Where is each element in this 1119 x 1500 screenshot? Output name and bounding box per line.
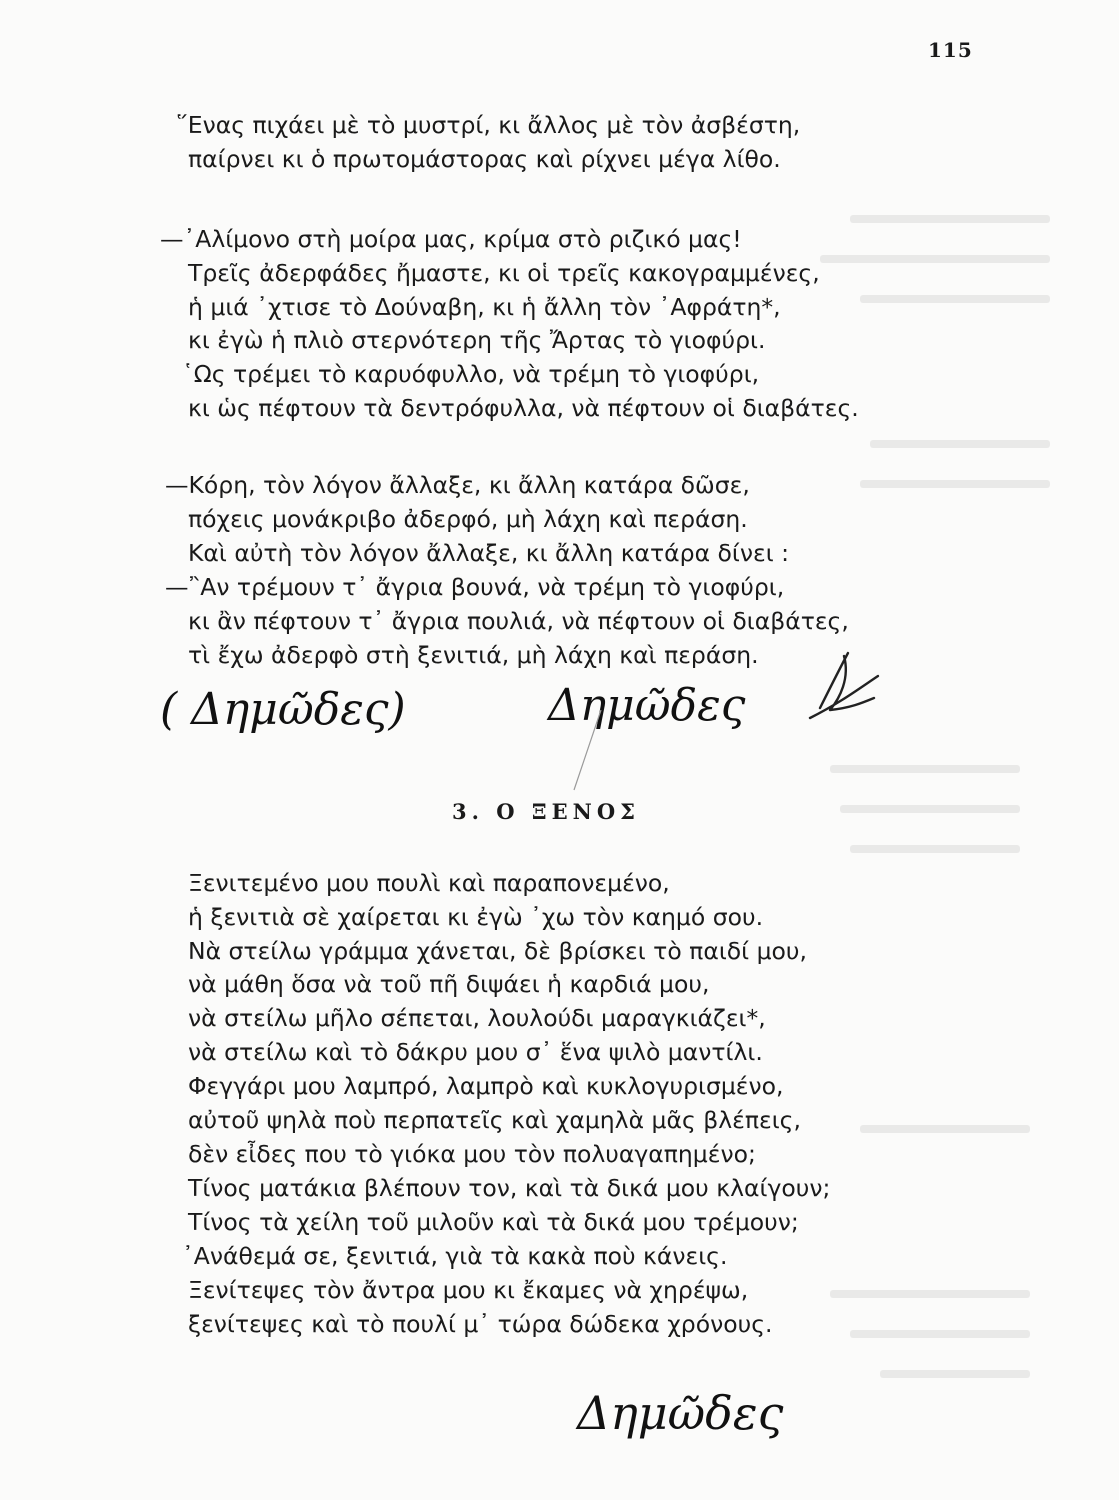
verse-line: νὰ μάθη ὅσα νὰ τοῦ πῆ διψάει ἡ καρδιά μου, xyxy=(188,970,710,998)
verse-line: κι ὡς πέφτουν τὰ δεντρόφυλλα, νὰ πέφτουν οἱ διαβάτες. xyxy=(188,394,859,422)
verse-line: αὐτοῦ ψηλὰ ποὺ περπατεῖς καὶ χαμηλὰ μᾶς βλέπεις, xyxy=(188,1106,801,1134)
verse-line: —᾿Αλίμονο στὴ μοίρα μας, κρίμα στὸ ριζικό μας! xyxy=(160,225,742,253)
verse-line: Ξενίτεψες τὸν ἄντρα μου κι ἔκαμες νὰ χηρέψω, xyxy=(188,1276,749,1304)
verse-line: παίρνει κι ὁ πρωτομάστορας καὶ ρίχνει μέγα λίθο. xyxy=(188,145,781,173)
verse-line: Τίνος ματάκια βλέπουν τον, καὶ τὰ δικά μου κλαίγουν; xyxy=(188,1174,831,1202)
handwritten-note: Δημῶδες xyxy=(548,680,746,731)
verse-line: Φεγγάρι μου λαμπρό, λαμπρὸ καὶ κυκλογυρισμένο, xyxy=(188,1072,784,1100)
page-number: 115 xyxy=(928,38,973,62)
verse-line: —Κόρη, τὸν λόγον ἄλλαξε, κι ἄλλη κατάρα δῶσε, xyxy=(165,471,750,499)
verse-line: Τρεῖς ἀδερφάδες ἤμαστε, κι οἱ τρεῖς κακογραμμένες, xyxy=(188,259,820,287)
pencil-stroke xyxy=(566,705,606,795)
verse-line: ἡ μιά ᾿χτισε τὸ Δούναβη, κι ἡ ἄλλη τὸν ᾿Αφράτη*, xyxy=(188,293,781,321)
verse-line: ἡ ξενιτιὰ σὲ χαίρεται κι ἐγὼ ᾿χω τὸν καημό σου. xyxy=(188,903,764,931)
verse-line: —῍Αν τρέμουν τ᾿ ἄγρια βουνά, νὰ τρέμη τὸ γιοφύρι, xyxy=(165,573,785,601)
verse-line: κι ἂν πέφτουν τ᾿ ἄγρια πουλιά, νὰ πέφτουν οἱ διαβάτες, xyxy=(188,607,849,635)
verse-line: ξενίτεψες καὶ τὸ πουλί μ᾿ τώρα δώδεκα χρόνους. xyxy=(188,1310,773,1338)
verse-line: νὰ στείλω καὶ τὸ δάκρυ μου σ᾿ ἕνα ψιλὸ μαντίλι. xyxy=(188,1038,763,1066)
pen-mark-icon xyxy=(800,648,890,728)
verse-line: ῞Ενας πιχάει μὲ τὸ μυστρί, κι ἄλλος μὲ τὸν ἀσβέστη, xyxy=(176,111,801,139)
verse-line: νὰ στείλω μῆλο σέπεται, λουλούδι μαραγκιάζει*, xyxy=(188,1004,766,1032)
section-heading: 3. Ο ΞΕΝΟΣ xyxy=(452,799,640,824)
verse-line: Ξενιτεμένο μου πουλὶ καὶ παραπονεμένο, xyxy=(188,869,670,897)
verse-line: ᾿Ανάθεμά σε, ξενιτιά, γιὰ τὰ κακὰ ποὺ κάνεις. xyxy=(182,1242,728,1270)
verse-line: τὶ ἔχω ἀδερφὸ στὴ ξενιτιά, μὴ λάχη καὶ περάση. xyxy=(188,641,759,669)
verse-line: δὲν εἶδες που τὸ γιόκα μου τὸν πολυαγαπημένο; xyxy=(188,1140,756,1168)
verse-line: ῾Ως τρέμει τὸ καρυόφυλλο, νὰ τρέμη τὸ γιοφύρι, xyxy=(182,360,760,388)
verse-line: Τίνος τὰ χείλη τοῦ μιλοῦν καὶ τὰ δικά μου τρέμουν; xyxy=(188,1208,799,1236)
verse-line: πόχεις μονάκριβο ἀδερφό, μὴ λάχη καὶ περάση. xyxy=(188,505,748,533)
verse-line: κι ἐγὼ ἡ πλιὸ στερνότερη τῆς Ἄρτας τὸ γιοφύρι. xyxy=(188,326,766,354)
handwritten-note: Δημῶδες xyxy=(577,1386,784,1440)
verse-line: Νὰ στείλω γράμμα χάνεται, δὲ βρίσκει τὸ παιδί μου, xyxy=(188,937,807,965)
verse-line: Καὶ αὐτὴ τὸν λόγον ἄλλαξε, κι ἄλλη κατάρα δίνει : xyxy=(188,539,790,567)
handwritten-note: ( Δημῶδες) xyxy=(160,684,406,735)
